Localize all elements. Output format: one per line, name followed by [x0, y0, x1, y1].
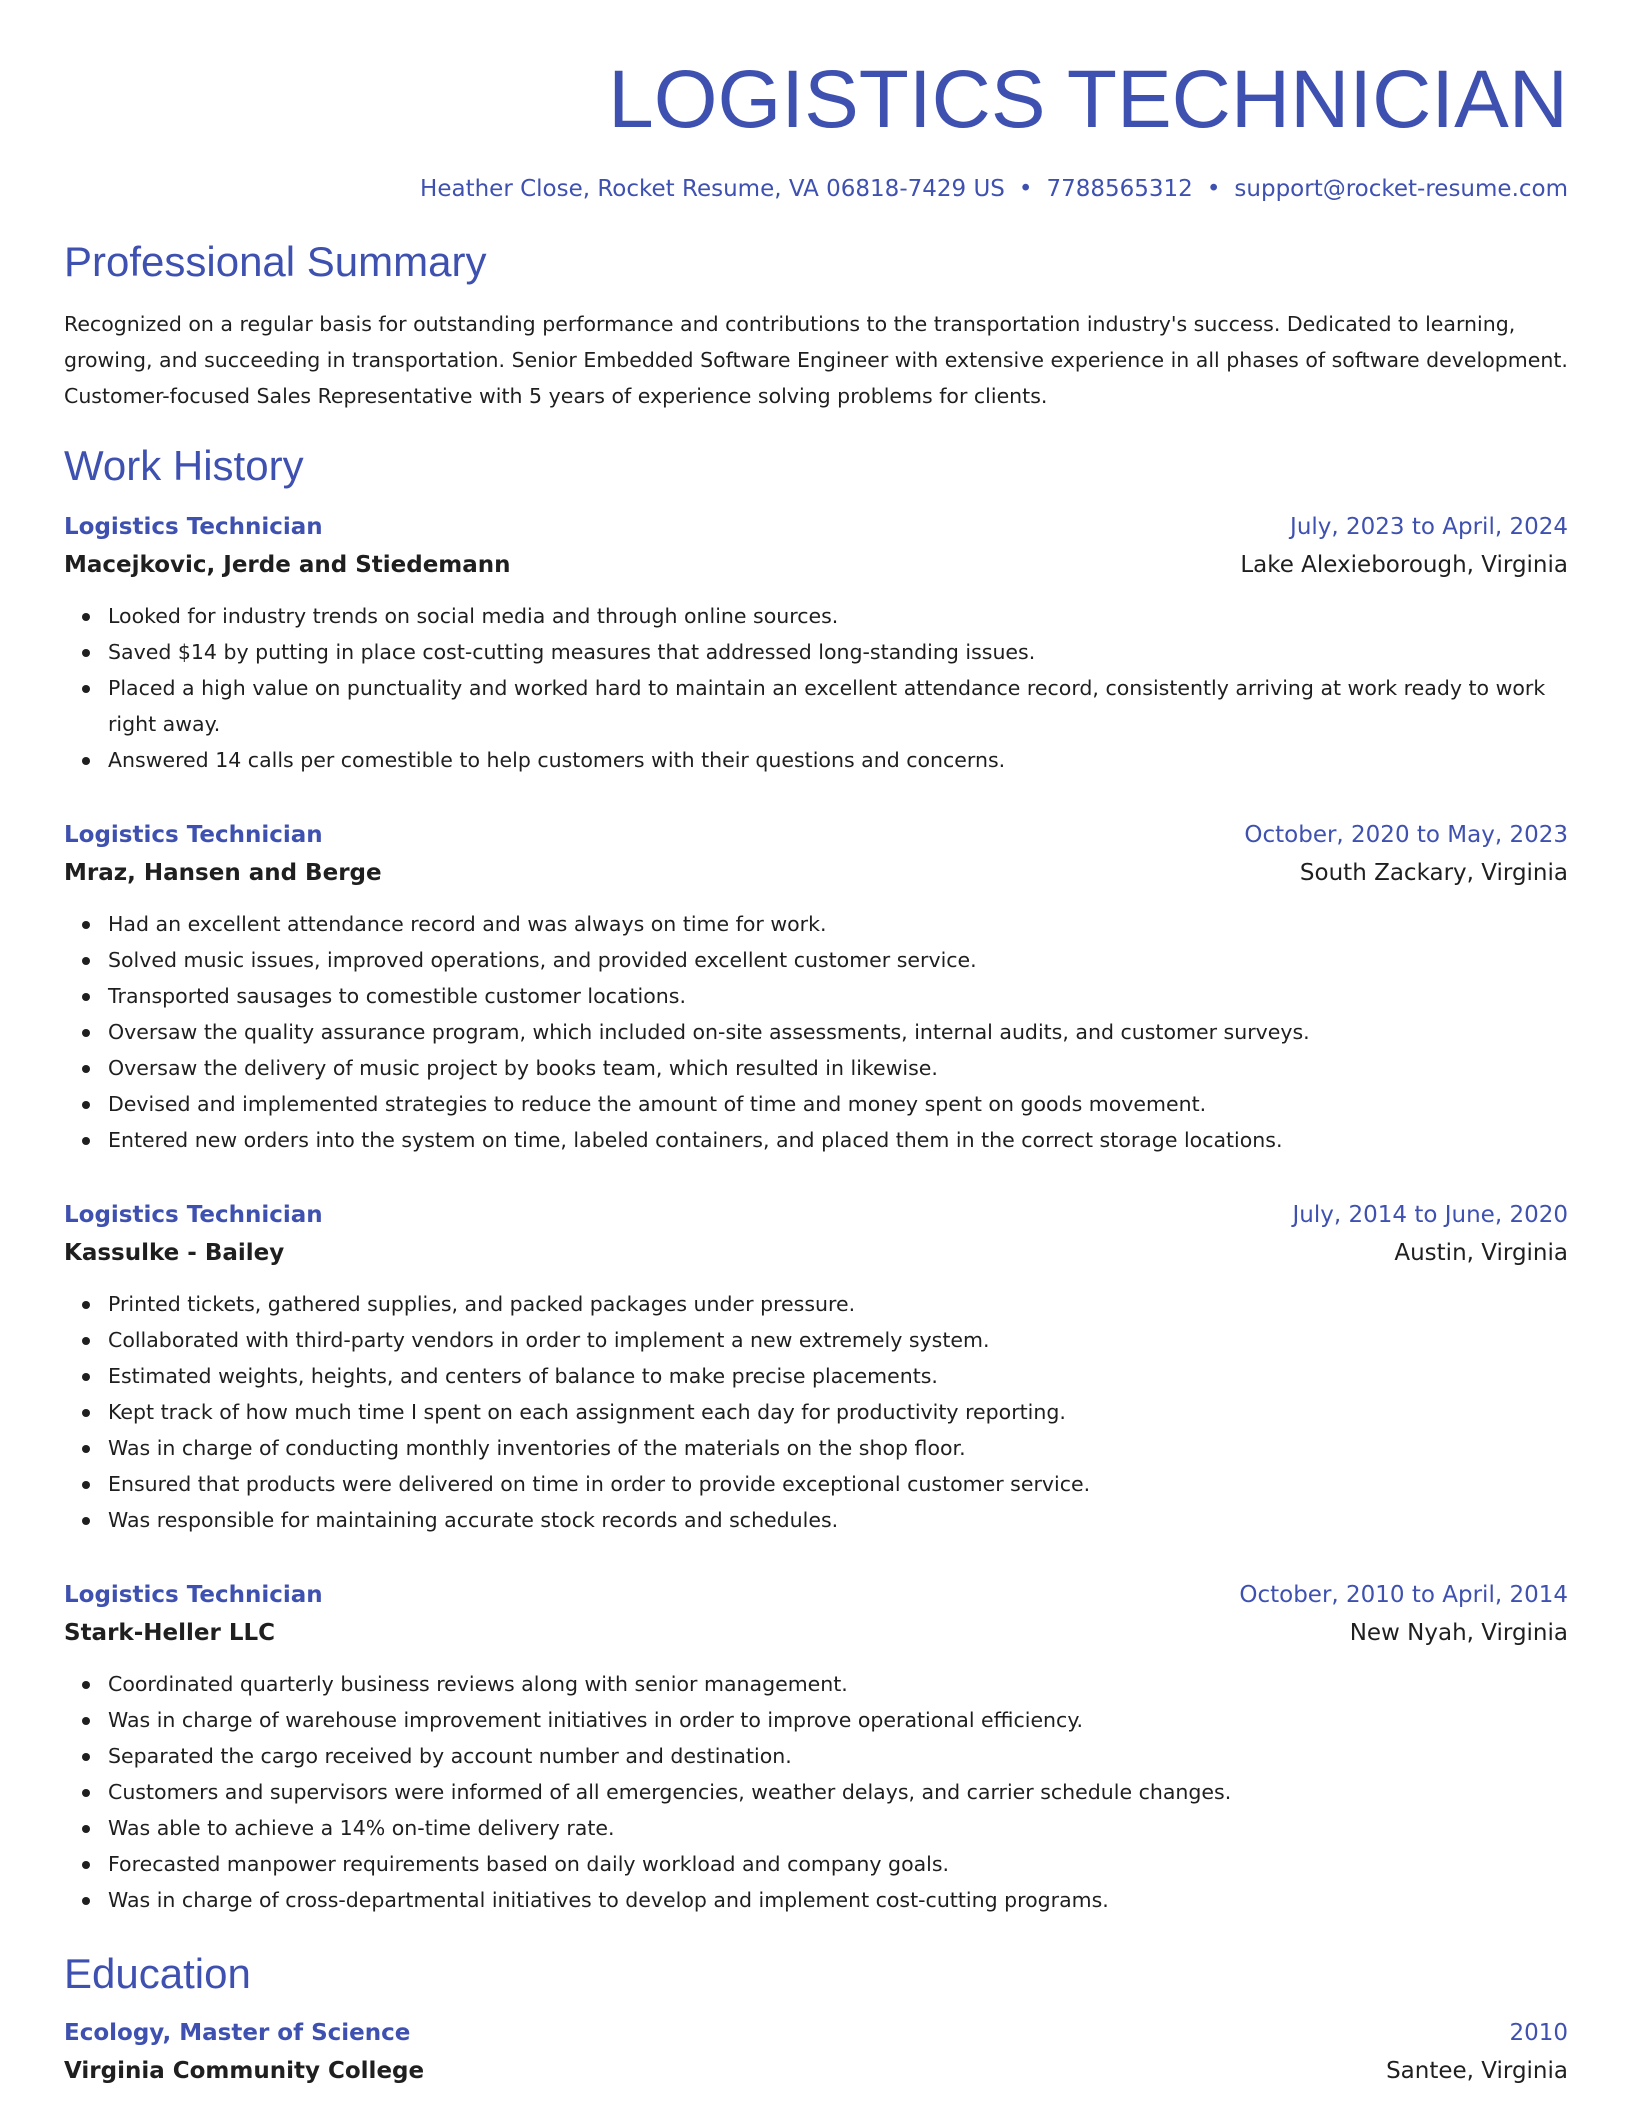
job-bullet: Transported sausages to comestible customer locations.: [108, 978, 1568, 1014]
work-history-section: [64, 440, 1568, 1918]
job-bullet: Ensured that products were delivered on time in order to provide exceptional customer service.: [108, 1466, 1568, 1502]
job-bullet: Saved $14 by putting in place cost-cutting measures that addressed long-standing issues.: [108, 634, 1568, 670]
job-bullet: Collaborated with third-party vendors in order to implement a new extremely system.: [108, 1322, 1568, 1358]
job-dates: July, 2023 to April, 2024: [1290, 514, 1568, 540]
job-company-row: [64, 546, 1568, 584]
job-bullet: Devised and implemented strategies to reduce the amount of time and money spent on goods movement.: [108, 1086, 1568, 1122]
contact-email: support@rocket-resume.com: [1234, 176, 1568, 202]
job-company: Stark-Heller LLC: [64, 1620, 276, 1646]
job-bullet: Oversaw the quality assurance program, which included on-site assessments, internal audits, and customer surveys.: [108, 1014, 1568, 1050]
job-bullet: Printed tickets, gathered supplies, and packed packages under pressure.: [108, 1286, 1568, 1322]
education-year: 2010: [1509, 2020, 1568, 2046]
job-bullets: [64, 1286, 1568, 1538]
summary-heading: Professional Summary: [64, 238, 487, 285]
job-bullet: Had an excellent attendance record and was always on time for work.: [108, 906, 1568, 942]
contact-address: Heather Close, Rocket Resume, VA 06818-7429 US: [420, 176, 1005, 202]
job-entry: [64, 1196, 1568, 1538]
job-bullet: Kept track of how much time I spent on each assignment each day for productivity reporting.: [108, 1394, 1568, 1430]
job-bullet: Was in charge of cross-departmental initiatives to develop and implement cost-cutting programs.: [108, 1882, 1568, 1918]
job-bullet: Coordinated quarterly business reviews along with senior management.: [108, 1666, 1568, 1702]
resume-header: [64, 50, 1568, 204]
summary-section: [64, 236, 1568, 414]
job-title: Logistics Technician: [64, 1202, 323, 1228]
job-bullet: Placed a high value on punctuality and worked hard to maintain an excellent attendance record, consistently arriving at work ready to work right away.: [108, 670, 1568, 742]
job-bullet: Was responsible for maintaining accurate stock records and schedules.: [108, 1502, 1568, 1538]
job-title: Logistics Technician: [64, 1582, 323, 1608]
education-entry: [64, 2014, 1568, 2090]
job-title-row: [64, 1576, 1568, 1614]
job-company: Kassulke - Bailey: [64, 1240, 285, 1266]
education-location: Santee, Virginia: [1386, 2058, 1568, 2084]
job-bullet: Answered 14 calls per comestible to help customers with their questions and concerns.: [108, 742, 1568, 778]
education-school: Virginia Community College: [64, 2058, 425, 2084]
education-section: [64, 1948, 1568, 2090]
job-bullet: Was in charge of warehouse improvement initiatives in order to improve operational efficiency.: [108, 1702, 1568, 1738]
job-bullets: [64, 598, 1568, 778]
job-company: Macejkovic, Jerde and Stiedemann: [64, 552, 511, 578]
job-title-row: [64, 816, 1568, 854]
job-entry: [64, 816, 1568, 1158]
job-title: Logistics Technician: [64, 822, 323, 848]
job-location: New Nyah, Virginia: [1349, 1620, 1568, 1646]
job-bullet: Was in charge of conducting monthly inventories of the materials on the shop floor.: [108, 1430, 1568, 1466]
education-degree-row: [64, 2014, 1568, 2052]
job-bullet: Forecasted manpower requirements based on daily workload and company goals.: [108, 1846, 1568, 1882]
job-company-row: [64, 1234, 1568, 1272]
job-bullet: Customers and supervisors were informed of all emergencies, weather delays, and carrier schedule changes.: [108, 1774, 1568, 1810]
job-bullet: Was able to achieve a 14% on-time delivery rate.: [108, 1810, 1568, 1846]
job-dates: October, 2020 to May, 2023: [1244, 822, 1568, 848]
job-title-row: [64, 1196, 1568, 1234]
job-location: Austin, Virginia: [1394, 1240, 1568, 1266]
contact-line: [64, 174, 1568, 204]
work-history-heading: Work History: [64, 442, 304, 489]
contact-phone: 7788565312: [1046, 176, 1193, 202]
job-title-row: [64, 508, 1568, 546]
job-bullets: [64, 1666, 1568, 1918]
job-location: Lake Alexieborough, Virginia: [1240, 552, 1568, 578]
job-bullet: Entered new orders into the system on time, labeled containers, and placed them in the correct storage locations.: [108, 1122, 1568, 1158]
job-company: Mraz, Hansen and Berge: [64, 860, 382, 886]
job-bullet: Estimated weights, heights, and centers of balance to make precise placements.: [108, 1358, 1568, 1394]
job-title: Logistics Technician: [64, 514, 323, 540]
job-company-row: [64, 1614, 1568, 1652]
job-bullet: Looked for industry trends on social media and through online sources.: [108, 598, 1568, 634]
job-entry: [64, 1576, 1568, 1918]
education-heading: Education: [64, 1950, 251, 1997]
job-dates: October, 2010 to April, 2014: [1239, 1582, 1568, 1608]
job-bullet: Solved music issues, improved operations, and provided excellent customer service.: [108, 942, 1568, 978]
job-bullet: Oversaw the delivery of music project by books team, which resulted in likewise.: [108, 1050, 1568, 1086]
summary-text: Recognized on a regular basis for outstanding performance and contributions to the transportation industry's success. Dedicated to learning, growing, and succeeding in transportation. Senior Embedded Software Engineer with extensive experience in all phases of software development. Customer-focused Sales Representative with 5 years of experience solving problems for clients.: [64, 312, 1568, 408]
candidate-name: LOGISTICS TECHNICIAN: [608, 54, 1568, 145]
education-degree: Ecology, Master of Science: [64, 2020, 411, 2046]
contact-separator: •: [1206, 176, 1221, 202]
job-bullet: Separated the cargo received by account number and destination.: [108, 1738, 1568, 1774]
education-school-row: [64, 2052, 1568, 2090]
job-dates: July, 2014 to June, 2020: [1292, 1202, 1568, 1228]
job-bullets: [64, 906, 1568, 1158]
job-company-row: [64, 854, 1568, 892]
job-location: South Zackary, Virginia: [1299, 860, 1568, 886]
contact-separator: •: [1018, 176, 1033, 202]
job-entry: [64, 508, 1568, 778]
